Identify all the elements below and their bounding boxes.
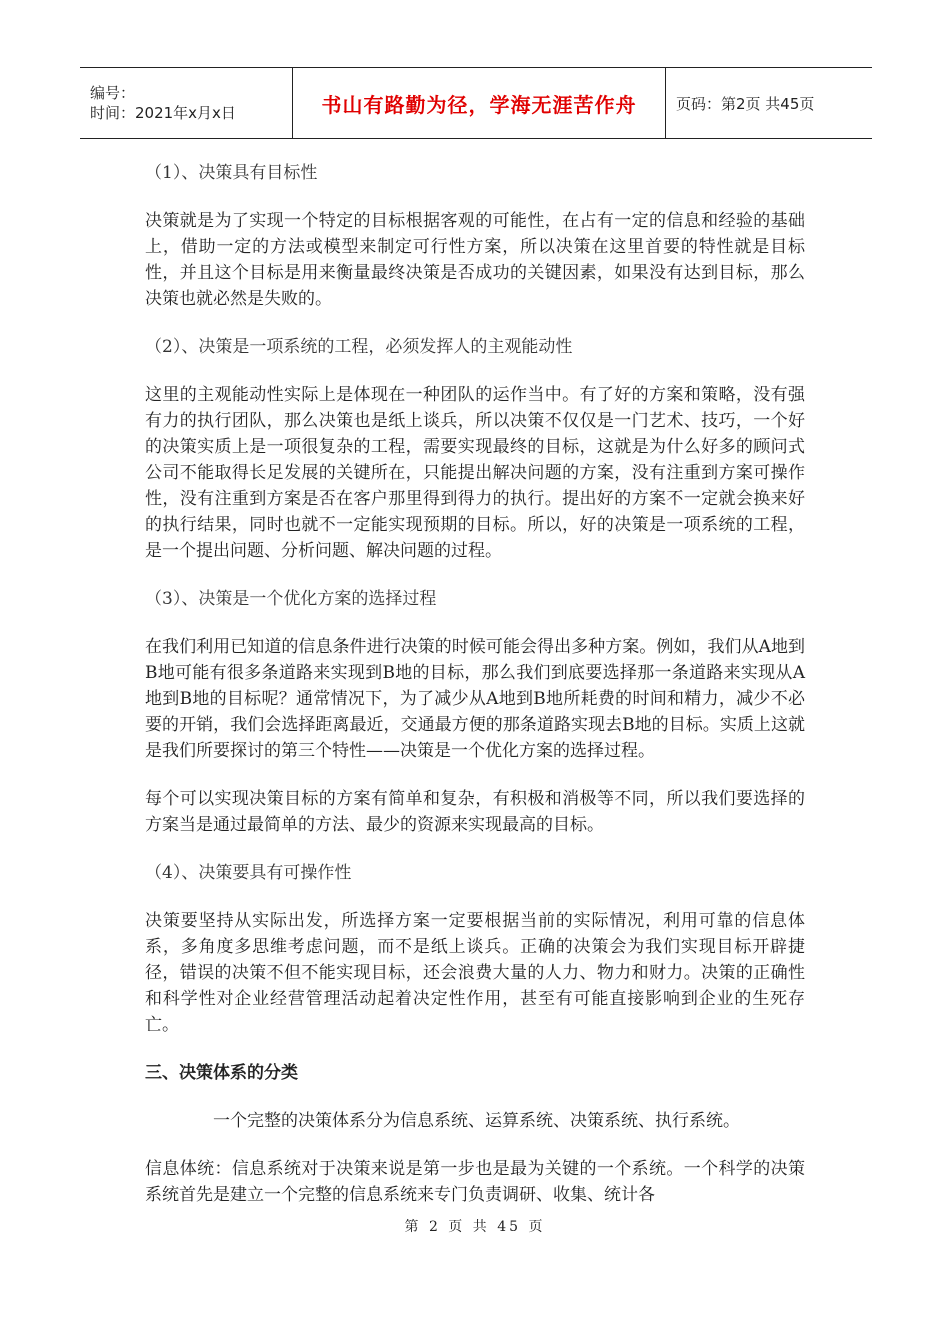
subsection-1-text: 决策就是为了实现一个特定的目标根据客观的可能性，在占有一定的信息和经验的基础上，借助一定的方法或模型来制定可行性方案，所以决策在这里首要的特性就是目标性，并且这个目标是用来衡量最终决策是否成功的关键因素，如果没有达到目标，那么决策也就必然是失败的。 [145, 211, 805, 309]
page-header [80, 67, 872, 139]
page-footer: 第 2 页 共 45 页 [404, 1219, 546, 1235]
subsection-4-title: （4）、决策要具有可操作性 [145, 863, 352, 883]
subsection-3-title: （3）、决策是一个优化方案的选择过程 [145, 589, 437, 609]
subsection-3-text-2: 每个可以实现决策目标的方案有简单和复杂，有积极和消极等不同，所以我们要选择的方案当是通过最简单的方法、最少的资源来实现最高的目标。 [145, 789, 805, 835]
header-motto: 书山有路勤为径，学海无涯苦作舟 [321, 92, 637, 117]
section-3-intro: 一个完整的决策体系分为信息系统、运算系统、决策系统、执行系统。 [213, 1111, 740, 1131]
section-3-heading: 三、决策体系的分类 [145, 1063, 298, 1083]
document-number-label: 编号： [90, 84, 136, 102]
subsection-2-text: 这里的主观能动性实际上是体现在一种团队的运作当中。有了好的方案和策略，没有强有力的执行团队，那么决策也是纸上谈兵，所以决策不仅仅是一门艺术、技巧，一个好的决策实质上是一项很复杂的工程，需要实现最终的目标，这就是为什么好多的顾问式公司不能取得长足发展的关键所在，只能提出解决问题的方案，没有注重到方案可操作性，没有注重到方案是否在客户那里得到得力的执行。提出好的方案不一定就会换来好的执行结果，同时也就不一定能实现预期的目标。所以，好的决策是一项系统的工程，是一个提出问题、分析问题、解决问题的过程。 [145, 385, 805, 561]
section-3-info-system-text: 信息体统：信息系统对于决策来说是第一步也是最为关键的一个系统。一个科学的决策系统首先是建立一个完整的信息系统来专门负责调研、收集、统计各 [145, 1159, 805, 1205]
subsection-1-title: （1）、决策具有目标性 [145, 163, 318, 183]
subsection-2-title: （2）、决策是一项系统的工程，必须发挥人的主观能动性 [145, 337, 573, 357]
document-body [145, 160, 805, 1208]
subsection-3-text-1: 在我们利用已知道的信息条件进行决策的时候可能会得出多种方案。例如，我们从A地到B地可能有很多条道路来实现到B地的目标，那么我们到底要选择那一条道路来实现从A地到B地的目标呢？通常情况下，为了减少从A地到B地所耗费的时间和精力，减少不必要的开销，我们会选择距离最近，交通最方便的那条道路实现去B地的目标。实质上这就是我们所要探讨的第三个特性——决策是一个优化方案的选择过程。 [145, 637, 805, 761]
header-page-info [666, 68, 872, 138]
header-meta [80, 68, 293, 138]
subsection-4-text: 决策要坚持从实际出发，所选择方案一定要根据当前的实际情况，利用可靠的信息体系，多角度多思维考虑问题，而不是纸上谈兵。正确的决策会为我们实现目标开辟捷径，错误的决策不但不能实现目标，还会浪费大量的人力、物力和财力。决策的正确性和科学性对企业经营管理活动起着决定性作用，甚至有可能直接影响到企业的生死存亡。 [145, 911, 805, 1035]
page-info-text: 页码：第2页 共45页 [676, 94, 815, 113]
header-motto-cell [293, 68, 666, 138]
document-date: 时间：2021年x月x日 [90, 104, 236, 122]
